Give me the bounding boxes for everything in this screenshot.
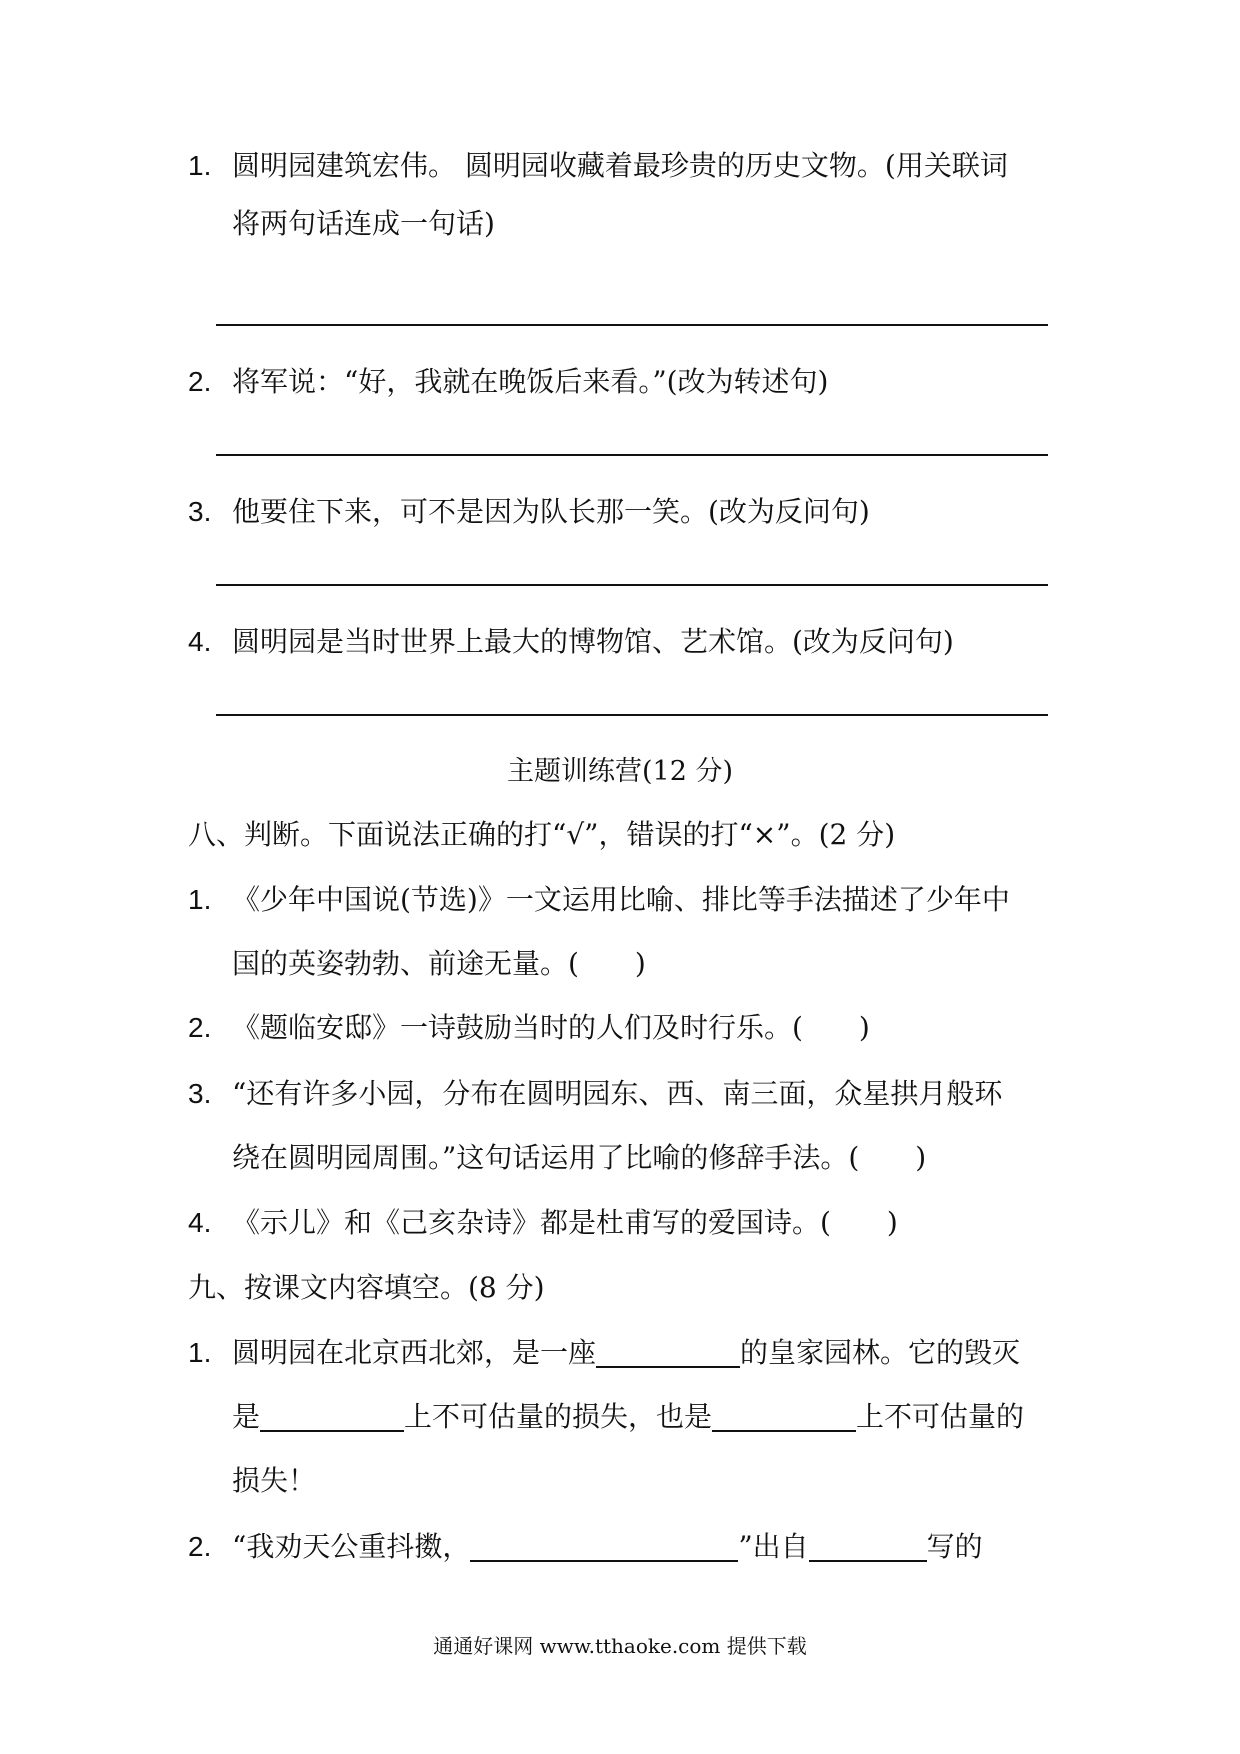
judge-item-text: 国的英姿勃勃、前途无量。( ) <box>232 947 646 980</box>
question-number: 4. <box>188 626 212 657</box>
answer-line[interactable] <box>216 584 1048 586</box>
fill-text: 是 <box>232 1400 261 1433</box>
fill-blank[interactable] <box>809 1530 927 1562</box>
judge-item-text: 绕在圆明园周围。”这句话运用了比喻的修辞手法。( ) <box>232 1141 927 1174</box>
fill-text: 圆明园在北京西北郊，是一座 <box>232 1336 597 1369</box>
question-text: 圆明园建筑宏伟。 圆明园收藏着最珍贵的历史文物。(用关联词 <box>232 149 1008 182</box>
judge-item-number: 2. <box>188 1012 212 1043</box>
fill-text: 上不可估量的 <box>856 1400 1025 1433</box>
question-text: 将军说：“好，我就在晚饭后来看。”(改为转述句) <box>232 365 829 398</box>
judge-item-number: 1. <box>188 884 212 915</box>
question-text: 他要住下来，可不是因为队长那一笑。(改为反问句) <box>232 495 870 528</box>
answer-line[interactable] <box>216 714 1048 716</box>
section-title: 主题训练营(12 分) <box>506 756 733 787</box>
fill-blank[interactable] <box>712 1400 856 1432</box>
fill-text: 写的 <box>926 1530 983 1563</box>
fill-blank[interactable] <box>260 1400 404 1432</box>
question-number: 3. <box>188 496 212 527</box>
question-number: 2. <box>188 366 212 397</box>
judge-item-text: 《少年中国说(节选)》一文运用比喻、排比等手法描述了少年中 <box>232 883 1010 916</box>
fill-item-line <box>232 1397 1024 1437</box>
fill-text: 损失！ <box>232 1464 317 1497</box>
fill-item-number: 2. <box>188 1531 212 1562</box>
question-text: 将两句话连成一句话) <box>232 207 495 240</box>
judge-item-text: 《题临安邸》一诗鼓励当时的人们及时行乐。( ) <box>232 1011 870 1044</box>
judge-item-number: 3. <box>188 1078 212 1109</box>
answer-line[interactable] <box>216 454 1048 456</box>
fill-item-line <box>232 1527 983 1567</box>
section-heading: 八、判断。下面说法正确的打“√”，错误的打“×”。(2 分) <box>188 818 896 851</box>
question-number: 1. <box>188 150 212 181</box>
fill-text: 上不可估量的损失，也是 <box>404 1400 713 1433</box>
fill-blank[interactable] <box>470 1530 738 1562</box>
fill-text: “我劝天公重抖擞， <box>232 1530 471 1563</box>
judge-item-text: 《示儿》和《己亥杂诗》都是杜甫写的爱国诗。( ) <box>232 1206 898 1239</box>
fill-item-number: 1. <box>188 1337 212 1368</box>
fill-blank[interactable] <box>596 1336 740 1368</box>
fill-text: ”出自 <box>738 1530 809 1563</box>
question-text: 圆明园是当时世界上最大的博物馆、艺术馆。(改为反问句) <box>232 625 954 658</box>
judge-item-number: 4. <box>188 1207 212 1238</box>
fill-text: 的皇家园林。它的毁灭 <box>740 1336 1021 1369</box>
answer-line[interactable] <box>216 324 1048 326</box>
page-footer: 通通好课网 www.tthaoke.com 提供下载 <box>433 1634 807 1658</box>
section-heading: 九、按课文内容填空。(8 分) <box>188 1271 545 1304</box>
fill-item-line <box>232 1333 1020 1373</box>
judge-item-text: “还有许多小园，分布在圆明园东、西、南三面，众星拱月般环 <box>232 1077 1003 1110</box>
